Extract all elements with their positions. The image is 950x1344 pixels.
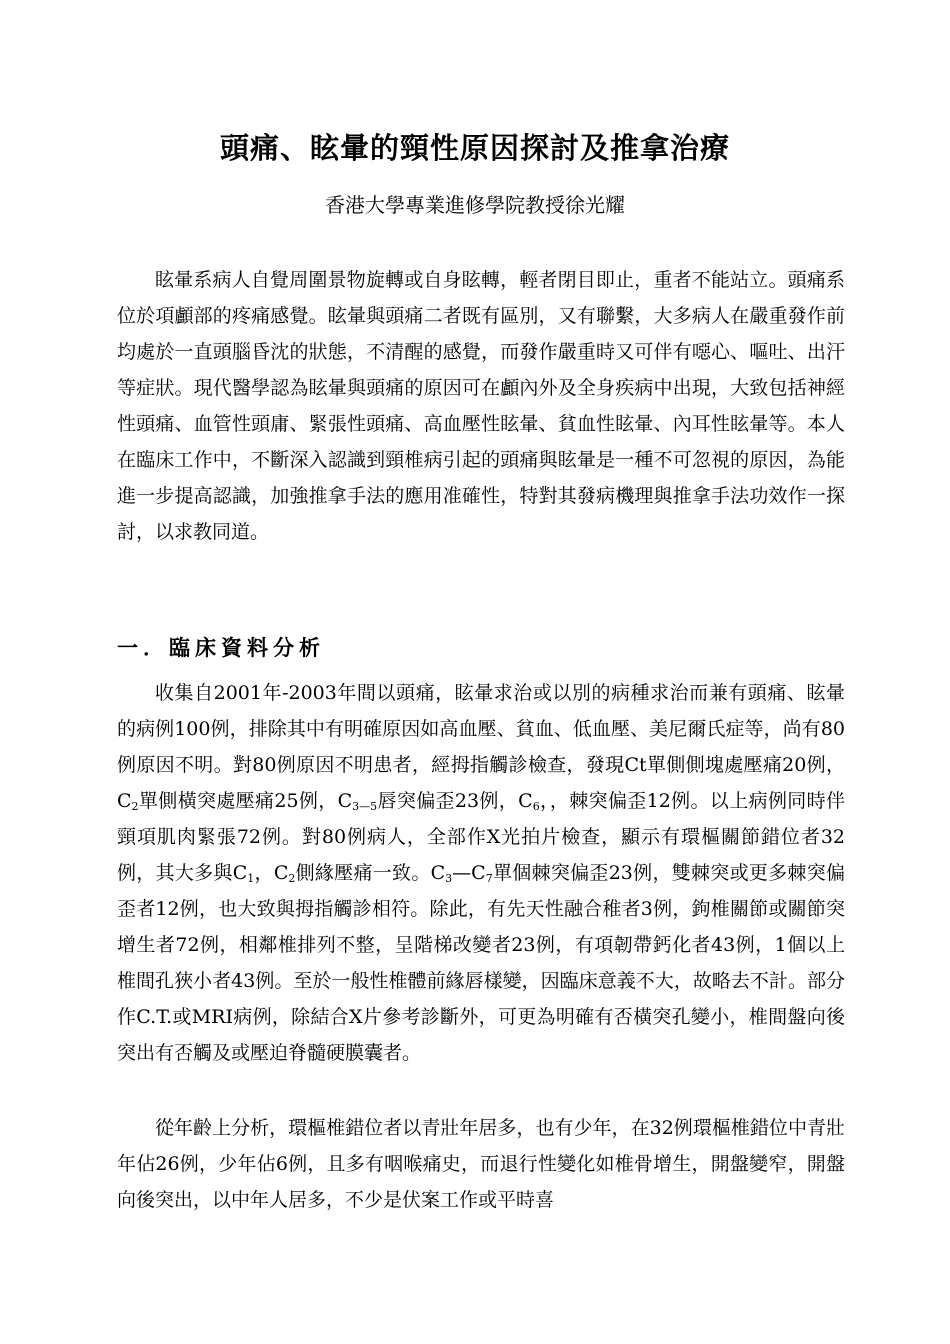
text-run: 唇突偏歪23例，C — [377, 790, 533, 812]
subscript: 3 — [445, 872, 453, 885]
subscript: 6 — [532, 800, 540, 813]
clinical-data-paragraph-1 — [117, 675, 845, 1071]
author-line: 香港大學專業進修學院教授徐光耀 — [325, 193, 625, 217]
text-run: 單個棘突偏歪23例，雙棘突或更多棘突偏歪者12例，也大致與拇指觸診相符。除此，有先天性融合稚者3例，鉤椎關節或關節突增生者72例，相鄰椎排列不整，呈階梯改變者23例，有項韌帶鈣化者43例，1個以上椎間孔狹小者43例。至於一般性椎體前緣唇樣變，因臨床意義不大，故略去不計。部分作C.T.或MRI病例，除結合X片參考診斷外，可更為明確有否橫突孔變小，椎間盤向後突出有否觸及或壓迫脊髓硬膜囊者。 — [117, 862, 845, 1064]
subscript: 5 — [370, 800, 378, 813]
subscript: 2 — [131, 800, 139, 813]
text-run: 單側橫突處壓痛25例，C — [138, 790, 353, 812]
subscript: 2 — [288, 872, 296, 885]
text-run: —C — [452, 862, 486, 884]
document-title: 頭痛、眩暈的頸性原因探討及推拿治療 — [219, 131, 730, 165]
subscript: 1 — [247, 872, 255, 885]
text-run: 收集自2001年-2003年間以頭痛，眩暈求治或以別的病種求治而兼有頭痛、眩暈的病例100例，排除其中有明確原因如高血壓、貧血、低血壓、美尼爾氏症等，尚有80例原因不明。對80例原因不明患者，經拇指觸診檢查，發現Ct單側側塊處壓痛20例，C — [117, 682, 845, 812]
text-run: ，，棘突偏歪12例。以上病例同時伴頸項肌肉緊張72例。對80例病人，全部作X光拍片檢查，顯示有環樞關節錯位者32例，其大多與C — [117, 790, 846, 884]
subscript: 3 — [352, 800, 360, 813]
subscript: — — [359, 800, 371, 813]
section-heading-clinical-data: 一．臨床資料分析 — [117, 635, 325, 660]
text-run: ，C — [254, 862, 289, 884]
clinical-data-paragraph-2: 從年齡上分析，環樞椎錯位者以青壯年居多，也有少年，在32例環樞椎錯位中青壯年佔26例，少年佔6例，且多有咽喉痛史，而退行性變化如椎骨增生，開盤變窄，開盤向後突出，以中年人居多，不少是伏案工作或平時喜 — [117, 1117, 845, 1211]
intro-paragraph: 眩暈系病人自覺周圍景物旋轉或自身眩轉，輕者閉目即止，重者不能站立。頭痛系位於項顱部的疼痛感覺。眩暈與頭痛二者既有區別，又有聯繫，大多病人在嚴重發作前均處於一直頭腦昏沈的狀態，不清醒的感覺，而發作嚴重時又可伴有噁心、嘔吐、出汗等症狀。現代醫學認為眩暈與頭痛的原因可在顱內外及全身疾病中出現，大致包括神經性頭痛、血管性頭庸、緊張性頭痛、高血壓性眩暈、貧血性眩暈、內耳性眩暈等。本人在臨床工作中，不斷深入認識到頸椎病引起的頭痛與眩暈是一種不可忽視的原因，為能進一步提高認識，加強推拿手法的應用准確性，特對其發病機理與推拿手法功效作一探討，以求教同道。 — [117, 269, 845, 543]
subscript: 7 — [485, 872, 493, 885]
text-run: 側緣壓痛一致。C — [295, 862, 446, 884]
